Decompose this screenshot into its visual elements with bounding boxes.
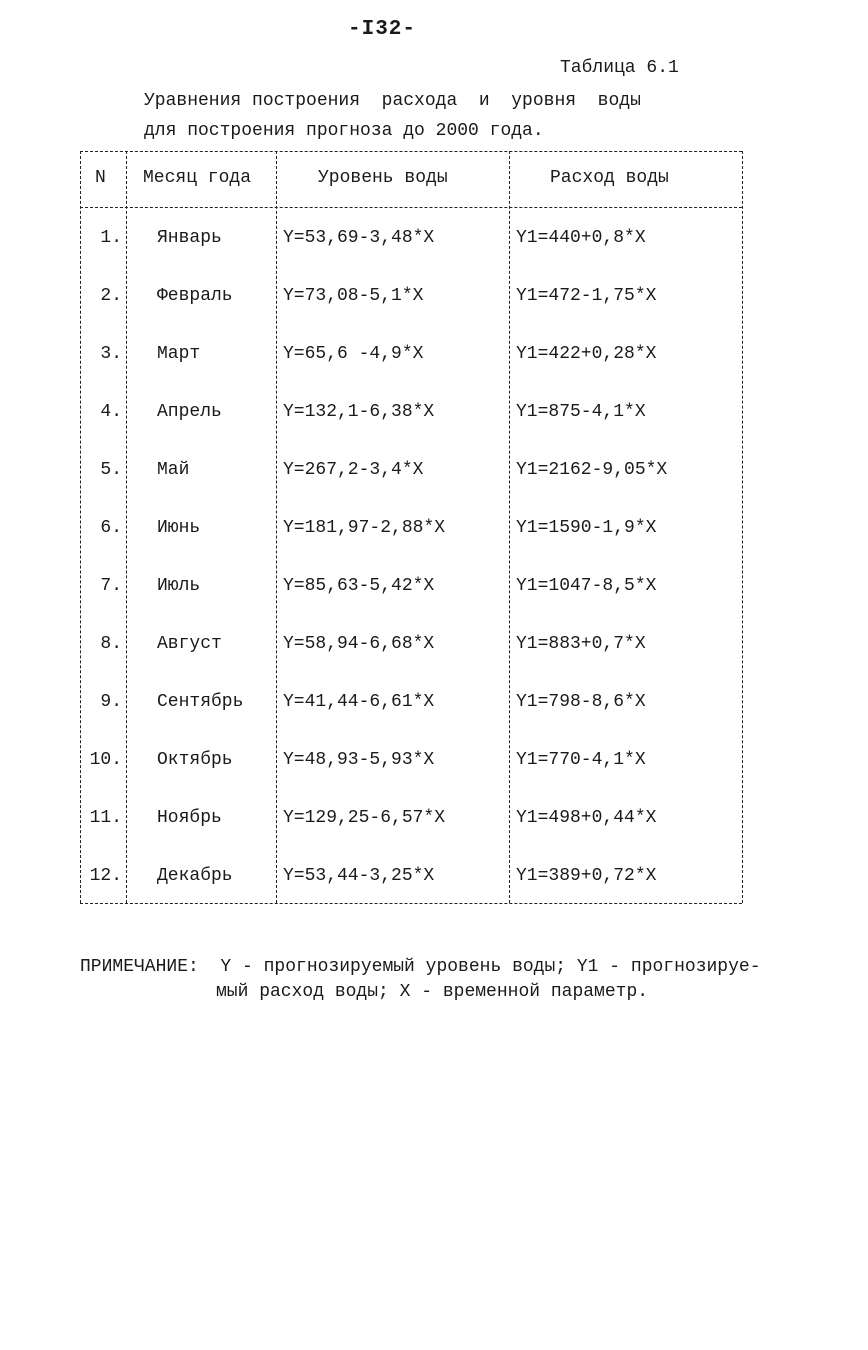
row-water-flow: Y1=389+0,72*X (516, 866, 657, 886)
page-number: -I32- (347, 18, 416, 41)
row-number: 1. (100, 228, 122, 248)
row-water-level: Y=132,1-6,38*X (283, 402, 435, 422)
row-water-flow: Y1=1047-8,5*X (516, 576, 657, 596)
row-number: 10. (89, 750, 122, 770)
row-month: Июль (157, 576, 201, 596)
caption-line-2: для построения прогноза до 2000 года. (144, 121, 544, 141)
row-number: 9. (100, 692, 122, 712)
row-water-level: Y=181,97-2,88*X (283, 518, 446, 538)
row-number: 5. (100, 460, 122, 480)
row-month: Май (157, 460, 190, 480)
row-month: Август (157, 634, 222, 654)
row-month: Июнь (157, 518, 201, 538)
row-month: Декабрь (157, 866, 233, 886)
note-line-1: ПРИМЕЧАНИЕ: Y - прогнозируемый уровень воды; Y1 - прогнозируе- (80, 957, 761, 977)
row-water-flow: Y1=798-8,6*X (516, 692, 646, 712)
row-month: Сентябрь (157, 692, 244, 712)
row-water-flow: Y1=875-4,1*X (516, 402, 646, 422)
column-divider (126, 151, 127, 903)
row-water-flow: Y1=1590-1,9*X (516, 518, 657, 538)
header-water-level: Уровень воды (318, 168, 448, 188)
header-water-flow: Расход воды (550, 168, 669, 188)
row-water-level: Y=53,44-3,25*X (283, 866, 435, 886)
column-divider (276, 151, 277, 903)
row-number: 11. (89, 808, 122, 828)
row-number: 3. (100, 344, 122, 364)
row-month: Январь (157, 228, 222, 248)
row-water-level: Y=41,44-6,61*X (283, 692, 435, 712)
row-water-level: Y=73,08-5,1*X (283, 286, 424, 306)
row-water-level: Y=53,69-3,48*X (283, 228, 435, 248)
row-number: 4. (100, 402, 122, 422)
row-water-flow: Y1=2162-9,05*X (516, 460, 668, 480)
row-water-flow: Y1=472-1,75*X (516, 286, 657, 306)
row-number: 8. (100, 634, 122, 654)
row-water-level: Y=85,63-5,42*X (283, 576, 435, 596)
row-water-level: Y=65,6 -4,9*X (283, 344, 424, 364)
table-header-separator (80, 207, 742, 208)
row-water-flow: Y1=883+0,7*X (516, 634, 646, 654)
row-number: 12. (89, 866, 122, 886)
caption-line-1: Уравнения построения расхода и уровня воды (144, 91, 641, 111)
row-number: 7. (100, 576, 122, 596)
row-water-flow: Y1=498+0,44*X (516, 808, 657, 828)
row-month: Апрель (157, 402, 222, 422)
row-water-flow: Y1=770-4,1*X (516, 750, 646, 770)
row-month: Октябрь (157, 750, 233, 770)
row-water-level: Y=267,2-3,4*X (283, 460, 424, 480)
row-number: 2. (100, 286, 122, 306)
row-water-level: Y=48,93-5,93*X (283, 750, 435, 770)
note-line-2: мый расход воды; X - временной параметр. (216, 982, 649, 1002)
column-divider (509, 151, 510, 903)
table-bottom-border (80, 903, 742, 904)
header-month: Месяц года (143, 168, 252, 188)
row-water-level: Y=58,94-6,68*X (283, 634, 435, 654)
row-number: 6. (100, 518, 122, 538)
table-caption (144, 86, 641, 146)
row-month: Ноябрь (157, 808, 222, 828)
table-top-border (80, 151, 742, 152)
row-month: Февраль (157, 286, 233, 306)
table-right-border (742, 151, 743, 903)
table-label: Таблица 6.1 (560, 58, 679, 78)
row-water-flow: Y1=440+0,8*X (516, 228, 646, 248)
row-month: Март (157, 344, 201, 364)
table-left-border (80, 151, 81, 903)
header-number: N (95, 168, 106, 188)
row-water-flow: Y1=422+0,28*X (516, 344, 657, 364)
row-water-level: Y=129,25-6,57*X (283, 808, 446, 828)
